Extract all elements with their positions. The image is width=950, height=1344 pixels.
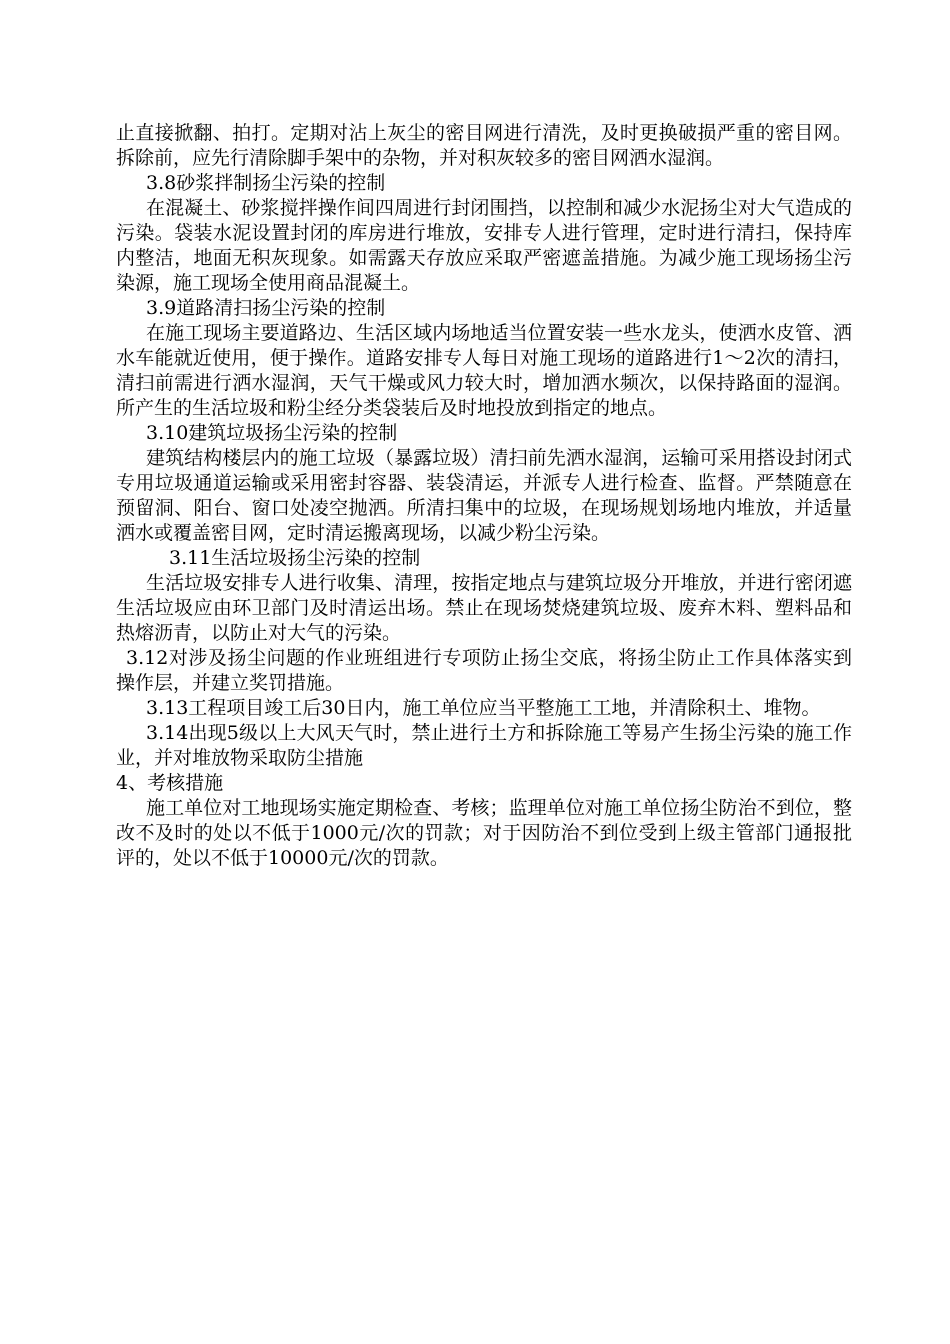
paragraph-4: 施工单位对工地现场实施定期检查、考核；监理单位对施工单位扬尘防治不到位，整改不及时的处以不低于1000元/次的罚款；对于因防治不到位受到上级主管部门通报批评的，处以不低于10000元/次的罚款。 bbox=[116, 797, 852, 869]
section-heading-3-11: 3.11生活垃圾扬尘污染的控制 bbox=[169, 547, 421, 569]
paragraph-3-10: 建筑结构楼层内的施工垃圾（暴露垃圾）清扫前先洒水湿润，运输可采用搭设封闭式专用垃圾通道运输或采用密封容器、装袋清运，并派专人进行检查、监督。严禁随意在预留洞、阳台、窗口处凌空抛洒。所清扫集中的垃圾，在现场规划场地内堆放，并适量洒水或覆盖密目网，定时清运搬离现场，以减少粉尘污染。 bbox=[116, 447, 852, 544]
section-heading-3-9: 3.9道路清扫扬尘污染的控制 bbox=[146, 297, 386, 319]
paragraph-3-14: 3.14出现5级以上大风天气时，禁止进行土方和拆除施工等易产生扬尘污染的施工作业，并对堆放物采取防尘措施 bbox=[116, 722, 852, 769]
paragraph-3-8: 在混凝土、砂浆搅拌操作间四周进行封闭围挡，以控制和减少水泥扬尘对大气造成的污染。袋装水泥设置封闭的库房进行堆放，安排专人进行管理，定时进行清扫，保持库内整洁，地面无积灰现象。如需露天存放应采取严密遮盖措施。为减少施工现场扬尘污染源，施工现场全使用商品混凝土。 bbox=[116, 197, 852, 294]
paragraph-3-12: 3.12对涉及扬尘问题的作业班组进行专项防止扬尘交底，将扬尘防止工作具体落实到操作层，并建立奖罚措施。 bbox=[116, 647, 852, 694]
document-body bbox=[116, 121, 852, 871]
section-heading-3-10: 3.10建筑垃圾扬尘污染的控制 bbox=[146, 422, 398, 444]
section-heading-4: 4、考核措施 bbox=[116, 772, 224, 794]
paragraph-continuation: 止直接掀翻、拍打。定期对沾上灰尘的密目网进行清洗，及时更换破损严重的密目网。拆除前，应先行清除脚手架中的杂物，并对积灰较多的密目网洒水湿润。 bbox=[116, 122, 852, 169]
paragraph-3-13: 3.13工程项目竣工后30日内，施工单位应当平整施工工地，并清除积土、堆物。 bbox=[146, 697, 821, 719]
paragraph-3-9: 在施工现场主要道路边、生活区域内场地适当位置安装一些水龙头，使洒水皮管、洒水车能就近使用，便于操作。道路安排专人每日对施工现场的道路进行1～2次的清扫，清扫前需进行洒水湿润，天气干燥或风力较大时，增加洒水频次，以保持路面的湿润。所产生的生活垃圾和粉尘经分类袋装后及时地投放到指定的地点。 bbox=[116, 322, 852, 419]
paragraph-3-11: 生活垃圾安排专人进行收集、清理，按指定地点与建筑垃圾分开堆放，并进行密闭遮生活垃圾应由环卫部门及时清运出场。禁止在现场焚烧建筑垃圾、废弃木料、塑料品和热熔沥青，以防止对大气的污染。 bbox=[116, 572, 852, 644]
section-heading-3-8: 3.8砂浆拌制扬尘污染的控制 bbox=[146, 172, 386, 194]
